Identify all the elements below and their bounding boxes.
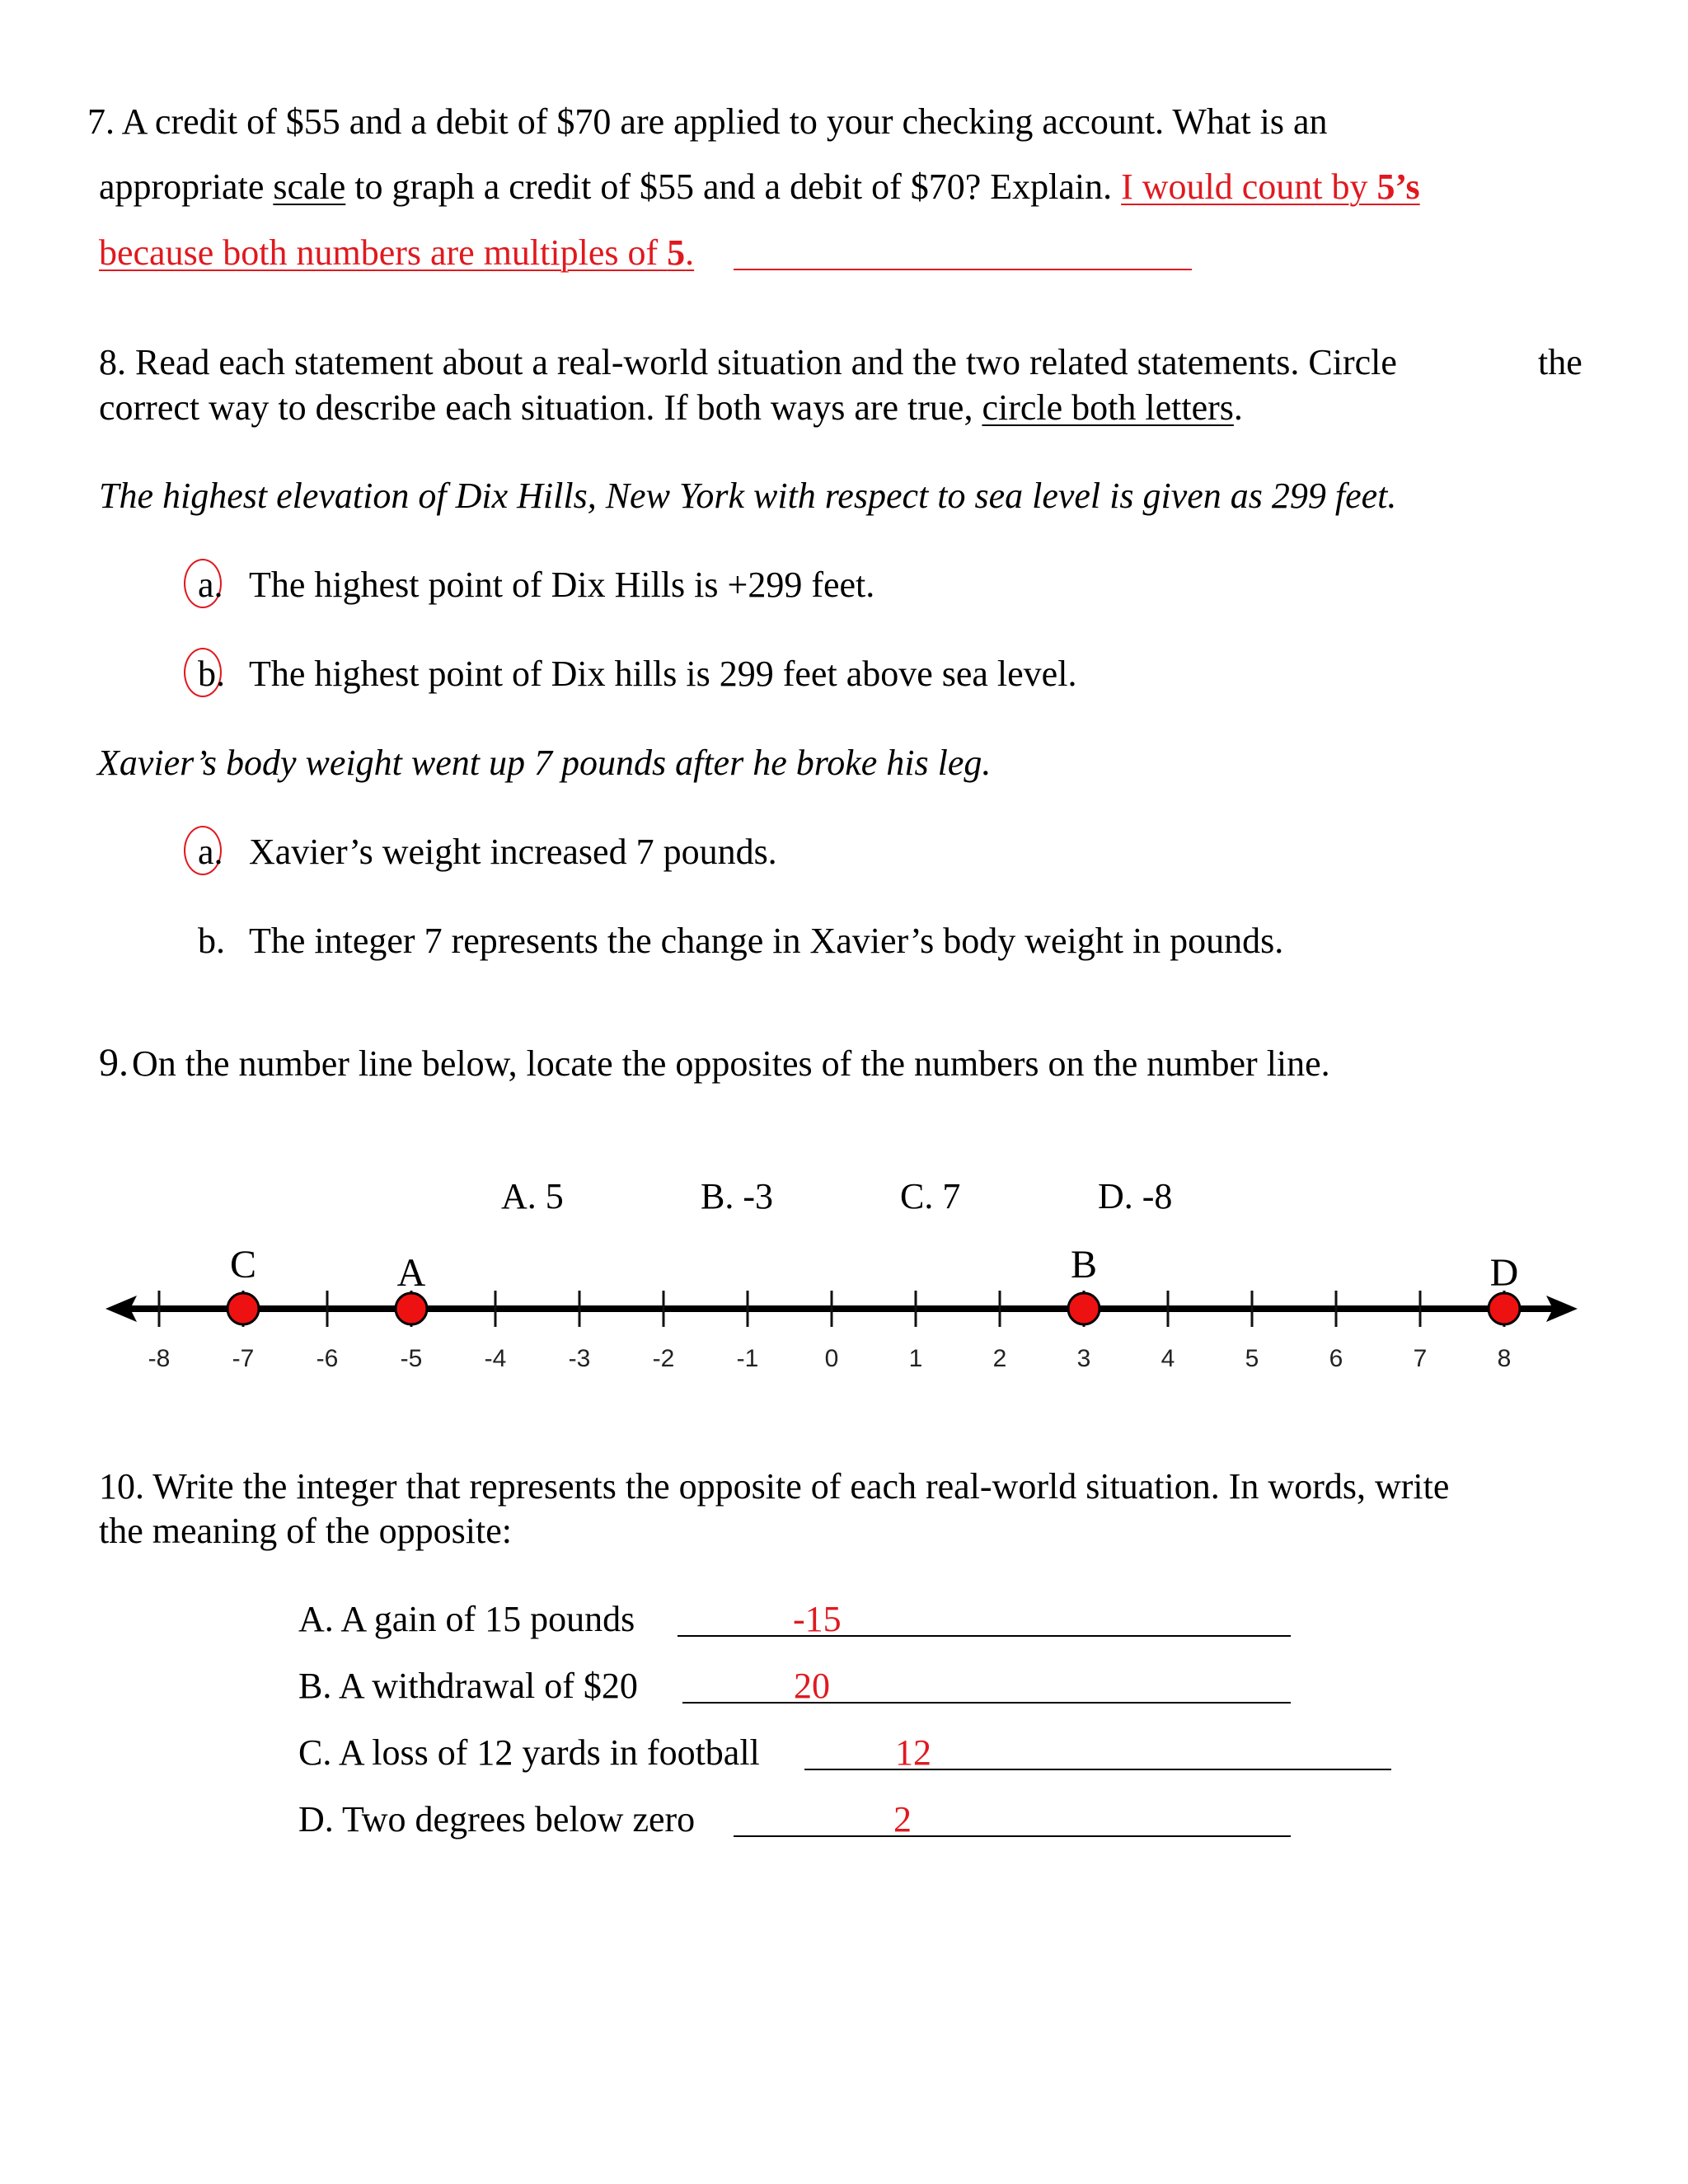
option-2b-letter: b. (198, 921, 225, 961)
point-b (1068, 1293, 1100, 1324)
tick-label: 7 (1413, 1345, 1428, 1372)
option-2b-text: The integer 7 represents the change in Xavier’s body weight in pounds. (249, 921, 1284, 961)
point-label-c: C (229, 1243, 257, 1286)
q10-item-a-label: A. A gain of 15 pounds (298, 1599, 635, 1639)
option-2a-text: Xavier’s weight increased 7 pounds. (249, 832, 777, 872)
q10-item-a-answer: -15 (793, 1599, 842, 1639)
tick-label: 0 (824, 1345, 839, 1372)
q10-item-c-label: C. A loss of 12 yards in football (298, 1732, 760, 1773)
q10-item-b-blank[interactable] (682, 1702, 1291, 1704)
circle-both-letters: circle both letters (982, 387, 1234, 428)
point-label-b: B (1070, 1243, 1098, 1286)
q7-answer-part1: I would count by 5’s (1121, 166, 1420, 207)
q8-number: 8. (99, 342, 126, 382)
option-1b-letter: b. (198, 654, 225, 694)
q9-number: 9. (99, 1041, 129, 1085)
tick-label: -7 (232, 1345, 255, 1372)
q10-item-c-answer: 12 (895, 1732, 931, 1773)
tick-label: 5 (1245, 1345, 1259, 1372)
q10-item-d-label: D. Two degrees below zero (298, 1799, 696, 1840)
q10-item-c-blank[interactable] (804, 1769, 1391, 1770)
tick-label: -8 (148, 1345, 171, 1372)
number-line (0, 1236, 1688, 1418)
point-c (227, 1293, 259, 1324)
option-1b-text: The highest point of Dix hills is 299 feet above sea level. (249, 654, 1077, 694)
point-a (396, 1293, 427, 1324)
q8-line1-end: the (1538, 342, 1582, 382)
q8-line1: 8. Read each statement about a real-world situation and the two related statements. Circle (99, 342, 1397, 382)
q10-number: 10. (99, 1466, 144, 1507)
option-1a-letter: a. (198, 565, 223, 605)
q7-line2: appropriate scale to graph a credit of $55 and a debit of $70? Explain. I would count by 5’s (99, 166, 1420, 207)
tick-label: 4 (1160, 1345, 1175, 1372)
q10-item-d-answer: 2 (893, 1799, 912, 1840)
q10-item-d-blank[interactable] (734, 1835, 1291, 1837)
tick-label: -3 (568, 1345, 591, 1372)
q7-answer-line2: because both numbers are multiples of 5. (99, 232, 695, 273)
q10-item-a-blank[interactable] (678, 1635, 1291, 1637)
q10-item-b-label: B. A withdrawal of $20 (298, 1666, 638, 1706)
option-2a-letter: a. (198, 832, 223, 872)
choice-d: D. -8 (1098, 1176, 1173, 1216)
point-label-a: A (396, 1251, 426, 1295)
choice-c: C. 7 (900, 1176, 961, 1216)
tick-label: 2 (992, 1345, 1007, 1372)
scale-word: scale (273, 166, 346, 207)
q7-number: 7. (87, 101, 115, 142)
tick-label: -6 (316, 1345, 339, 1372)
q10-line1: 10. Write the integer that represents the opposite of each real-world situation. In words, write (99, 1466, 1450, 1507)
tick-label: 6 (1329, 1345, 1343, 1372)
tick-label: -2 (652, 1345, 675, 1372)
choice-a: A. 5 (501, 1176, 564, 1216)
point-label-d: D (1489, 1251, 1519, 1295)
tick-label: -1 (736, 1345, 759, 1372)
tick-label: 1 (908, 1345, 923, 1372)
tick-label: -5 (400, 1345, 423, 1372)
option-1a-text: The highest point of Dix Hills is +299 feet. (249, 565, 875, 605)
q9-heading: 9. On the number line below, locate the opposites of the numbers on the number line. (99, 1041, 1330, 1085)
q7-text: A credit of $55 and a debit of $70 are applied to your checking account. What is an (121, 101, 1328, 142)
q7-answer-rule (734, 269, 1192, 270)
q10-item-b-answer: 20 (794, 1666, 830, 1706)
q8-situation-1: The highest elevation of Dix Hills, New York with respect to sea level is given as 299 feet. (99, 476, 1397, 516)
tick-label: 3 (1076, 1345, 1091, 1372)
q10-line2: the meaning of the opposite: (99, 1511, 512, 1551)
q8-line2: correct way to describe each situation. If both ways are true, circle both letters. (99, 387, 1243, 428)
point-d (1489, 1293, 1520, 1324)
tick-label: -4 (484, 1345, 507, 1372)
q8-situation-2: Xavier’s body weight went up 7 pounds after he broke his leg. (97, 743, 992, 783)
tick-label: 8 (1497, 1345, 1512, 1372)
q7-line1 (87, 101, 1328, 142)
choice-b: B. -3 (701, 1176, 773, 1216)
